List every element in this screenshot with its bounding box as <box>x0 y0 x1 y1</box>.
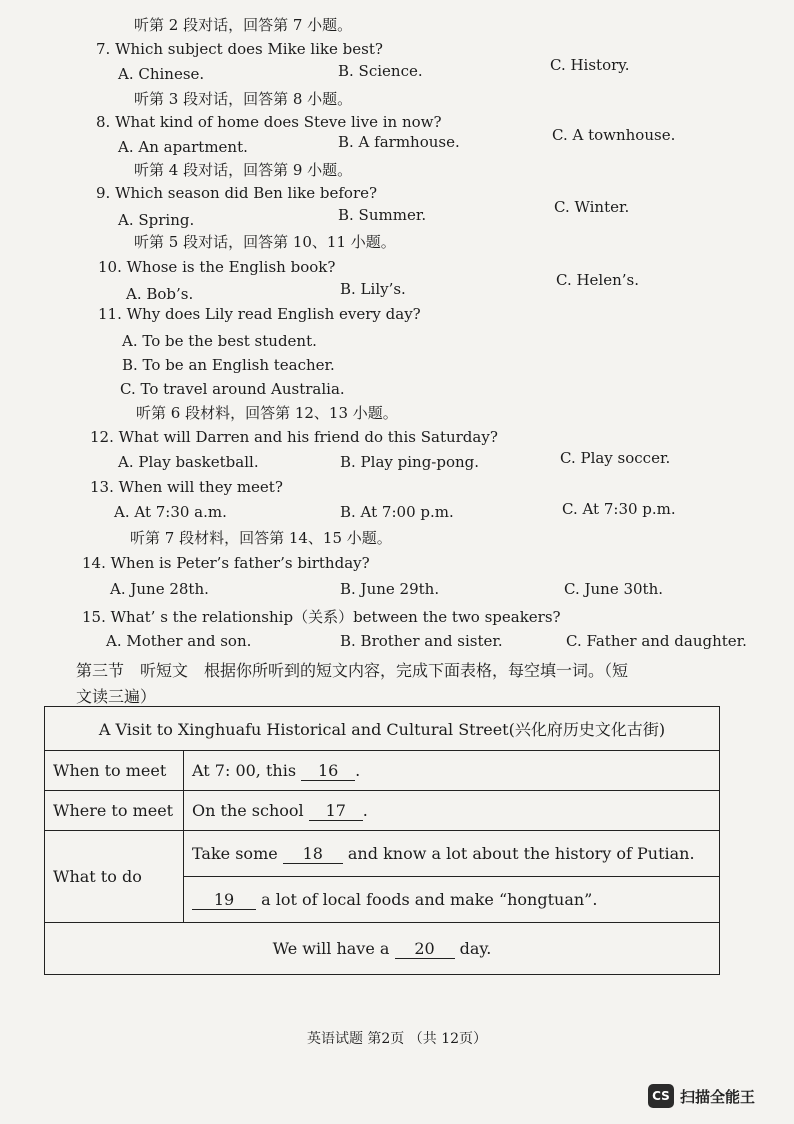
option-b: B. Science. <box>338 62 423 80</box>
row-label: What to do <box>45 831 184 923</box>
listening-intro: 听第 2 段对话，回答第 7 小题。 <box>134 16 353 34</box>
option-c: C. A townhouse. <box>552 126 676 144</box>
answer-blank-20[interactable]: 20 <box>395 940 455 959</box>
option-c: C. Father and daughter. <box>566 632 747 650</box>
question-stem: 13. When will they meet? <box>90 478 283 496</box>
option-c: C. June 30th. <box>564 580 664 598</box>
row-label: When to meet <box>45 751 184 791</box>
option-b: B. Brother and sister. <box>340 632 503 650</box>
option-b: B. Play ping-pong. <box>340 453 480 471</box>
row-text: Take some <box>192 843 278 863</box>
option-c: C. At 7:30 p.m. <box>562 500 676 518</box>
question-stem: 14. When is Peter’s father’s birthday? <box>82 554 370 572</box>
option-b: B. At 7:00 p.m. <box>340 503 454 521</box>
row-text-end: day. <box>459 938 492 958</box>
row-content <box>184 791 720 831</box>
row-text-end: and know a lot about the history of Putian. <box>347 843 695 863</box>
option-c: C. To travel around Australia. <box>120 380 345 398</box>
row-label: Where to meet <box>45 791 184 831</box>
answer-blank-17[interactable]: 17 <box>309 802 363 821</box>
answer-table <box>44 706 720 975</box>
row-content <box>184 751 720 791</box>
option-b: B. To be an English teacher. <box>122 356 335 374</box>
question-stem: 9. Which season did Ben like before? <box>96 184 378 202</box>
row-text: At 7: 00, this <box>192 760 297 780</box>
row-content <box>184 877 720 923</box>
row-text-end: a lot of local foods and make “hongtuan”. <box>261 889 598 909</box>
question-stem: 12. What will Darren and his friend do this Saturday? <box>90 428 498 446</box>
answer-blank-19[interactable]: 19 <box>192 891 256 910</box>
question-stem: 10. Whose is the English book? <box>98 258 336 276</box>
listening-intro: 听第 7 段材料，回答第 14、15 小题。 <box>130 529 392 547</box>
row-text-end: . <box>355 760 361 780</box>
table-title: A Visit to Xinghuafu Historical and Cultural Street(兴化府历史文化古街) <box>45 707 720 751</box>
option-a: A. An apartment. <box>118 138 248 156</box>
option-a: A. To be the best student. <box>122 332 317 350</box>
option-a: A. Bob’s. <box>126 285 194 303</box>
section3-heading: 第三节 听短文 根据你所听到的短文内容，完成下面表格，每空填一词。（短 <box>76 661 629 680</box>
section3-heading-cont: 文读三遍） <box>76 687 157 706</box>
listening-intro: 听第 3 段对话，回答第 8 小题。 <box>134 90 353 108</box>
option-b: B. June 29th. <box>340 580 440 598</box>
option-b: B. Lily’s. <box>340 280 406 298</box>
option-a: A. Spring. <box>118 211 195 229</box>
listening-intro: 听第 5 段对话，回答第 10、11 小题。 <box>134 233 396 251</box>
question-stem: 8. What kind of home does Steve live in now? <box>96 113 442 131</box>
option-b: B. Summer. <box>338 206 427 224</box>
scanner-badge <box>648 1084 755 1108</box>
question-stem: 11. Why does Lily read English every day? <box>98 305 421 323</box>
question-stem: 7. Which subject does Mike like best? <box>96 40 383 58</box>
option-c: C. Play soccer. <box>560 449 671 467</box>
option-c: C. Winter. <box>554 198 630 216</box>
page-footer: 英语试题 第2页 （共 12页） <box>306 1031 488 1047</box>
option-a: A. At 7:30 a.m. <box>114 503 227 521</box>
option-b: B. A farmhouse. <box>338 133 460 151</box>
option-a: A. Chinese. <box>118 65 205 83</box>
option-c: C. History. <box>550 56 630 74</box>
question-stem: 15. What’ s the relationship（关系）between the two speakers? <box>82 608 561 626</box>
camscanner-logo-icon: CS <box>648 1084 674 1108</box>
row-text: We will have a <box>272 938 390 958</box>
option-a: A. Mother and son. <box>106 632 252 650</box>
row-text: On the school <box>192 800 304 820</box>
option-c: C. Helen’s. <box>556 271 640 289</box>
answer-blank-18[interactable]: 18 <box>283 845 343 864</box>
row-text-end: . <box>362 800 368 820</box>
option-a: A. Play basketball. <box>118 453 259 471</box>
row-content <box>184 831 720 877</box>
scanner-badge-text: 扫描全能王 <box>680 1087 756 1106</box>
table-footer-row <box>45 923 720 975</box>
option-a: A. June 28th. <box>110 580 209 598</box>
answer-blank-16[interactable]: 16 <box>301 762 355 781</box>
listening-intro: 听第 4 段对话，回答第 9 小题。 <box>134 161 353 179</box>
listening-intro: 听第 6 段材料，回答第 12、13 小题。 <box>136 404 398 422</box>
